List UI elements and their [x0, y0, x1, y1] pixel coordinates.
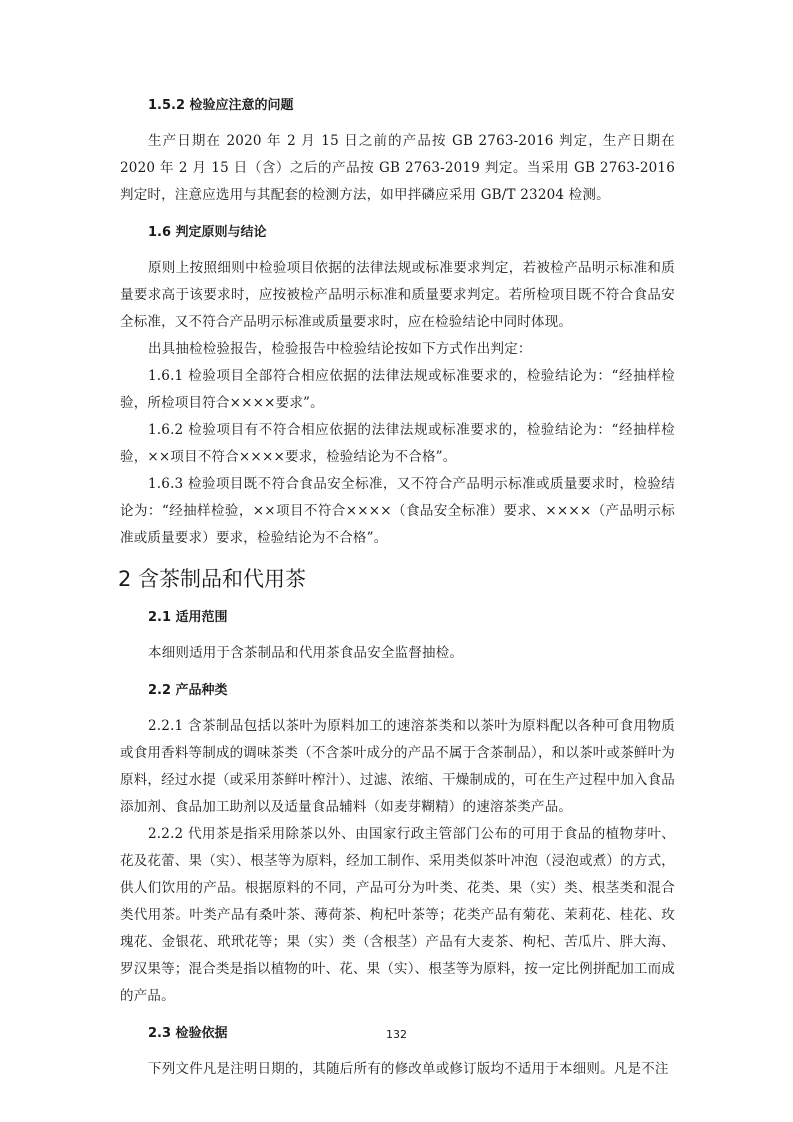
paragraph: 2.2.2 代用茶是指采用除茶以外、由国家行政主管部门公布的可用于食品的植物芽叶、花及花蕾、果（实）、根茎等为原料，经加工制作、采用类似茶叶冲泡（浸泡或煮）的方式，供人们饮用的产品。根据原料的不同，产品可分为叶类、花类、果（实）类、根茎类和混合类代用茶。叶类产品有桑叶茶、薄荷茶、枸杞叶茶等；花类产品有菊花、茉莉花、桂花、玫瑰花、金银花、玳玳花等；果（实）类（含根茎）产品有大麦茶、枸杞、苦瓜片、胖大海、罗汉果等；混合类是指以植物的叶、花、果（实）、根茎等为原料，按一定比例拼配加工而成的产品。 — [120, 826, 675, 1004]
paragraph: 生产日期在 2020 年 2 月 15 日之前的产品按 GB 2763-2016 判定，生产日期在 2020 年 2 月 15 日（含）之后的产品按 GB 2763-2019 判定。当采用 GB 2763-2016 判定时，注意应选用与其配套的检测方法，如甲拌磷应采用 GB/T 23204 检测。 — [120, 133, 675, 203]
section-heading-2-2: 2.2 产品种类 — [148, 683, 228, 698]
paragraph: 出具抽检检验报告，检验报告中检验结论按如下方式作出判定： — [148, 341, 532, 357]
paragraph: 下列文件凡是注明日期的，其随后所有的修改单或修订版均不适用于本细则。凡是不注 — [148, 1061, 669, 1077]
paragraph: 1.6.3 检验项目既不符合食品安全标准，又不符合产品明示标准或质量要求时，检验结论为：“经抽样检验，××项目不符合××××（食品安全标准）要求、××××（产品明示标准或质量要求）要求，检验结论为不合格”。 — [120, 476, 675, 546]
paragraph: 1.6.2 检验项目有不符合相应依据的法律法规或标准要求的，检验结论为：“经抽样检验，××项目不符合××××要求，检验结论为不合格”。 — [120, 422, 675, 465]
paragraph: 本细则适用于含茶制品和代用茶食品安全监督抽检。 — [148, 645, 464, 661]
page-content — [120, 96, 675, 1083]
paragraph: 1.6.1 检验项目全部符合相应依据的法律法规或标准要求的，检验结论为：“经抽样检验，所检项目符合××××要求”。 — [120, 368, 675, 411]
section-heading-2-3: 2.3 检验依据 — [148, 1026, 228, 1041]
paragraph: 2.2.1 含茶制品包括以茶叶为原料加工的速溶茶类和以茶叶为原料配以各种可食用物质或食用香料等制成的调味茶类（不含茶叶成分的产品不属于含茶制品），和以茶叶或茶鲜叶为原料，经过水提（或采用茶鲜叶榨汁）、过滤、浓缩、干燥制成的，可在生产过程中加入食品添加剂、食品加工助剂以及适量食品辅料（如麦芽糊精）的速溶茶类产品。 — [120, 718, 675, 815]
chapter-heading-2: 2 含茶制品和代用茶 — [118, 567, 307, 591]
paragraph: 原则上按照细则中检验项目依据的法律法规或标准要求判定，若被检产品明示标准和质量要求高于该要求时，应按被检产品明示标准和质量要求判定。若所检项目既不符合食品安全标准，又不符合产品明示标准或质量要求时，应在检验结论中同时体现。 — [120, 260, 675, 330]
section-heading-2-1: 2.1 适用范围 — [148, 610, 228, 625]
page-number: 132 — [386, 1028, 407, 1041]
section-heading-1-5-2: 1.5.2 检验应注意的问题 — [148, 98, 294, 113]
section-heading-1-6: 1.6 判定原则与结论 — [148, 225, 267, 240]
